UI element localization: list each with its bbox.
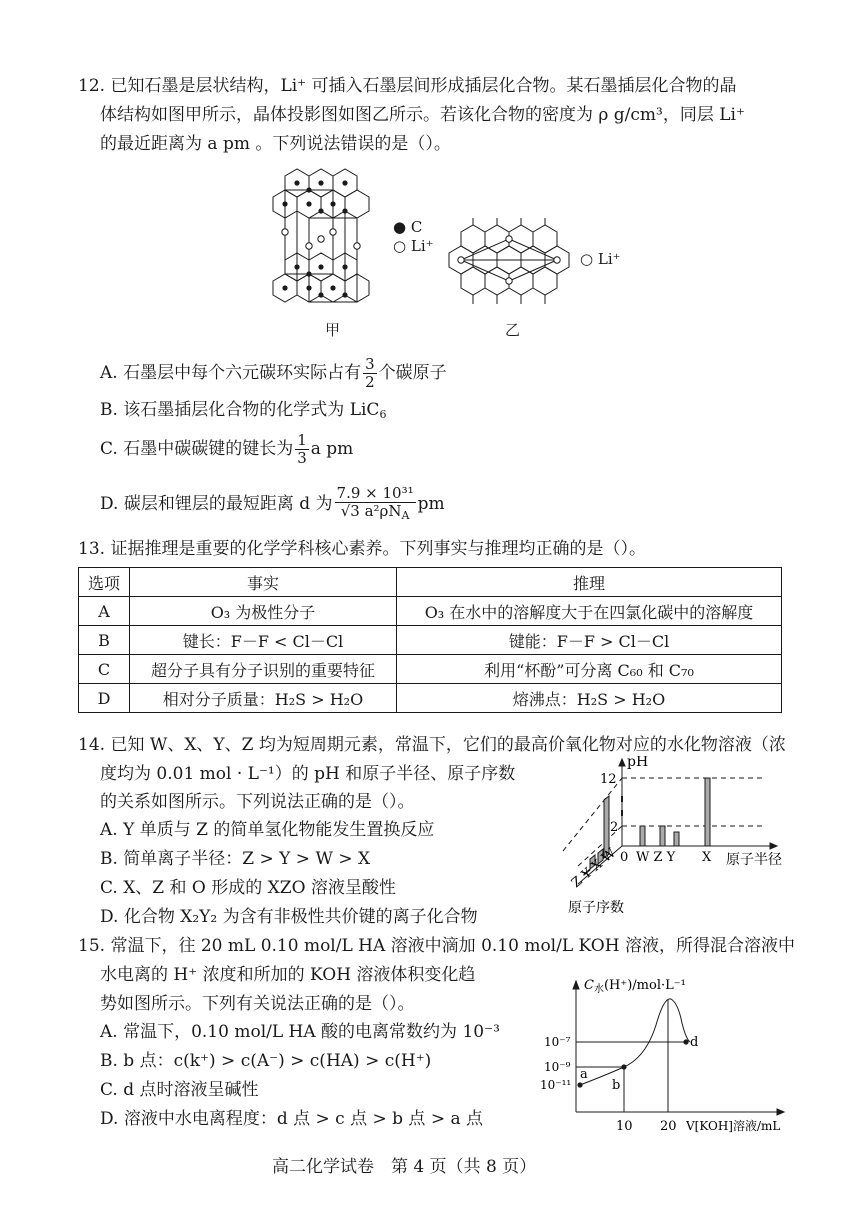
q14-xlabel: 原子半径: [726, 852, 782, 868]
q14-x-bar-label: X: [702, 850, 712, 865]
q14-bar-y: [674, 832, 679, 846]
q15-stem-line2: 水电离的 H⁺ 浓度和所加的 KOH 溶液体积变化趋: [100, 965, 476, 985]
q15-label-d: d: [690, 1035, 699, 1050]
q14-zlabel: 原子序数: [568, 900, 624, 916]
q14-option-c: C. X、Z 和 O 形成的 XZO 溶液呈酸性: [100, 878, 396, 898]
header-option: 选项: [79, 568, 130, 597]
row-fact: 键长：F－F < Cl－Cl: [130, 626, 397, 655]
legend-carbon: ● C: [393, 218, 423, 236]
figure-yi-label: 乙: [505, 321, 521, 339]
header-fact: 事实: [130, 568, 397, 597]
q15-point-d: [683, 1039, 688, 1044]
q12-stem-line3: 的最近距离为 a pm 。下列说法错误的是（）。: [100, 134, 451, 154]
q12-stem-line2: 体结构如图甲所示，晶体投影图如图乙所示。若该化合物的密度为 ρ g/cm³，同层 Li⁺: [100, 105, 745, 125]
q14-option-d: D. 化合物 X₂Y₂ 为含有非极性共价键的离子化合物: [100, 907, 478, 927]
q15-label-a: a: [580, 1067, 588, 1082]
q15-chart: [536, 975, 796, 1137]
q14-bar-w: [640, 826, 645, 846]
q14-ylabel: pH: [627, 756, 649, 770]
row-reason: O₃ 在水中的溶解度大于在四氯化碳中的溶解度: [397, 597, 782, 626]
q15-ytick-1e-7: 10⁻⁷: [544, 1035, 571, 1049]
row-option: C: [79, 655, 130, 684]
header-reason: 推理: [397, 568, 782, 597]
row-reason: 利用“杯酚”可分离 C₆₀ 和 C₇₀: [397, 655, 782, 684]
row-reason: 键能：F－F > Cl－Cl: [397, 626, 782, 655]
q14-stem-line1: 14. 已知 W、X、Y、Z 均为短周期元素，常温下，它们的最高价氧化物对应的水化物溶液（浓: [78, 735, 786, 755]
legend-li: ○ Li⁺: [393, 237, 434, 255]
q15-xlabel: V[KOH]溶液/mL: [686, 1119, 781, 1133]
q14-option-a: A. Y 单质与 Z 的简单氢化物能发生置换反应: [100, 820, 435, 840]
row-option: A: [79, 597, 130, 626]
q14-tick-2: 2: [610, 820, 619, 835]
q14-option-b: B. 简单离子半径：Z > Y > W > X: [100, 849, 371, 869]
row-fact: 超分子具有分子识别的重要特征: [130, 655, 397, 684]
q15-xtick-20: 20: [660, 1119, 677, 1134]
row-fact: O₃ 为极性分子: [130, 597, 397, 626]
page-footer: 高二化学试卷 第 4 页（共 8 页）: [272, 1157, 537, 1177]
table-header-row: [79, 568, 782, 597]
q15-option-b: B. b 点：c(k⁺) > c(A⁻) > c(HA) > c(H⁺): [100, 1051, 432, 1071]
q15-point-a: [577, 1082, 582, 1087]
q12-option-c: C. 石墨中碳碳键的键长为 $\frac{1}{3}$ a pm: [100, 431, 354, 467]
row-fact: 相对分子质量：H₂S > H₂O: [130, 684, 397, 713]
row-reason: 熔沸点：H₂S > H₂O: [397, 684, 782, 713]
q15-point-b: [621, 1064, 626, 1069]
q12-option-a: A. 石墨层中每个六元碳环实际占有 $\frac{3}{2}$ 个碳原子: [100, 355, 447, 391]
q15-option-d: D. 溶液中水电离程度：d 点 > c 点 > b 点 > a 点: [100, 1109, 484, 1129]
q15-xtick-10: 10: [616, 1119, 633, 1134]
figure-yi: [445, 214, 575, 306]
q15-ytick-1e-9: 10⁻⁹: [544, 1060, 571, 1074]
table-row: [79, 597, 782, 626]
q14-chart: [560, 756, 800, 918]
q14-stem-line2: 度均为 0.01 mol · L⁻¹）的 pH 和原子半径、原子序数: [100, 764, 516, 784]
row-option: D: [79, 684, 130, 713]
q14-bar-x: [705, 778, 710, 846]
figure-jia-label: 甲: [325, 321, 341, 339]
q15-stem-line1: 15. 常温下，往 20 mL 0.10 mol/L HA 溶液中滴加 0.10 mol/L KOH 溶液，所得混合溶液中: [78, 936, 795, 956]
q13-table: [78, 567, 782, 713]
q12-option-b: B. 该石墨插层化合物的化学式为 LiC$_6$: [100, 400, 387, 421]
q14-stem-line3: 的关系如图所示。下列说法正确的是（）。: [100, 792, 415, 812]
q15-ytick-1e-11: 10⁻¹¹: [540, 1078, 572, 1092]
table-row: [79, 655, 782, 684]
q14-bar-z: [660, 826, 665, 846]
q12-option-d: D. 碳层和锂层的最短距离 d 为 $\frac{\text{7.9 × 10³¹}}{√3 a^2\rho N_A}$ pm: [100, 484, 445, 522]
q15-ylabel: $C_水(H^+)/mol\cdot L^{-1}$: [584, 978, 686, 995]
q13-stem: 13. 证据推理是重要的化学学科核心素养。下列事实与推理均正确的是（）。: [78, 539, 646, 559]
q14-depth-labels: Z Y X W: [568, 845, 619, 892]
q15-option-c: C. d 点时溶液呈碱性: [100, 1080, 259, 1100]
q15-label-b: b: [612, 1078, 621, 1093]
row-option: B: [79, 626, 130, 655]
q15-stem-line3: 势如图所示。下列有关说法正确的是（）。: [100, 994, 415, 1014]
q14-bar-labels: W Z Y: [636, 850, 676, 865]
table-row: [79, 684, 782, 713]
q12-stem-line1: 12. 已知石墨是层状结构，Li⁺ 可插入石墨层间形成插层化合物。某石墨插层化合物的晶: [78, 76, 737, 96]
q14-origin: 0: [620, 850, 629, 865]
legend-li-yi: ○ Li⁺: [580, 250, 621, 268]
q15-option-a: A. 常温下，0.10 mol/L HA 酸的电离常数约为 10⁻³: [100, 1022, 500, 1042]
q14-tick-12: 12: [600, 772, 617, 787]
table-row: [79, 626, 782, 655]
